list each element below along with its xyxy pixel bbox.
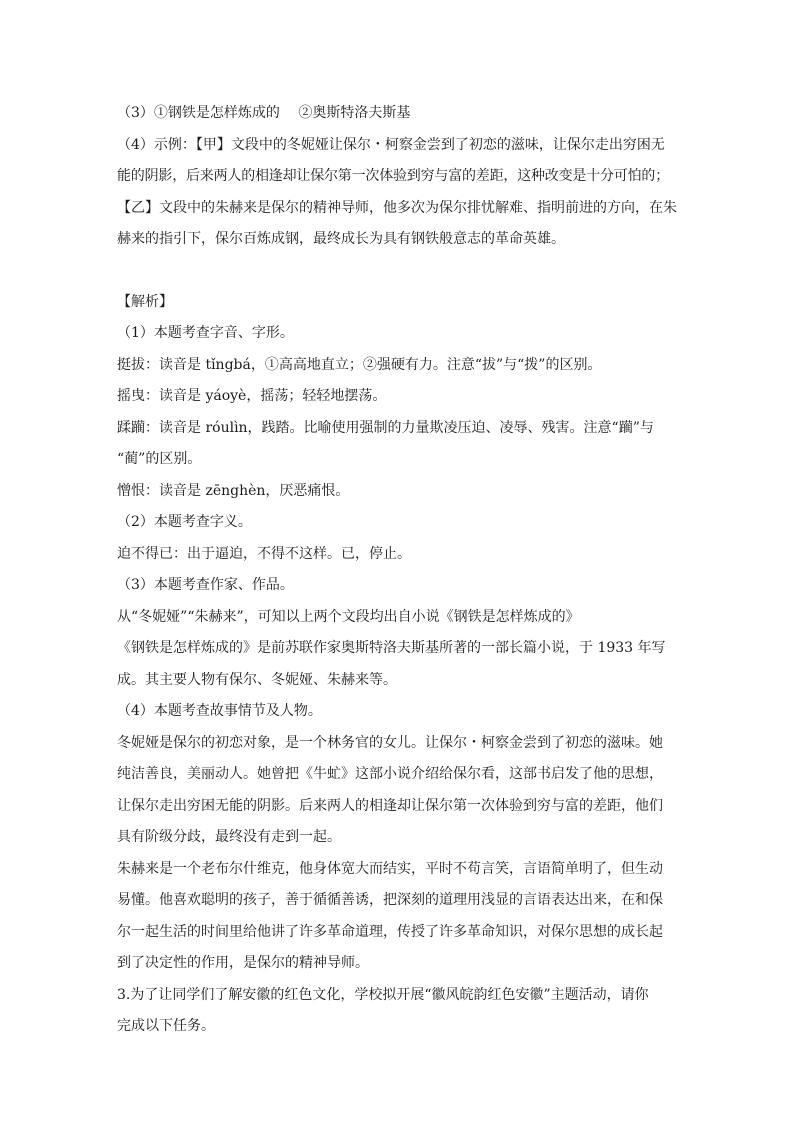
- analysis-heading: 【解析】: [117, 293, 173, 310]
- answer-4-line: （4）示例：【甲】文段中的冬妮娅让保尔・柯察金尝到了初恋的滋味，让保尔走出穷困无: [117, 136, 665, 153]
- analysis-line: 《钢铁是怎样炼成的》是前苏联作家奥斯特洛夫斯基所著的一部长篇小说，于 1933 年写: [117, 640, 666, 656]
- analysis-line: （3）本题考查作家、作品。: [117, 577, 294, 593]
- analysis-line: 憎恨：读音是 zēnghèn，厌恶痛恨。: [117, 482, 350, 499]
- document-page: [117, 98, 689, 1043]
- analysis-line: 纯洁善良，美丽动人。她曾把《牛虻》这部小说介绍给保尔看，这部书启发了他的思想，: [117, 766, 663, 782]
- analysis-line: （4）本题考查故事情节及人物。: [117, 703, 322, 719]
- analysis-line: 迫不得已：出于逼迫，不得不这样。已，停止。: [117, 545, 411, 562]
- analysis-line: 挺拔：读音是 tǐngbá，①高高地直立；②强硬有力。注意“拔”与“拨”的区别。: [117, 356, 602, 373]
- answer-4-line: 赫来的指引下，保尔百炼成钢，最终成长为具有钢铁般意志的革命英雄。: [117, 231, 565, 247]
- question-3-line: 完成以下任务。: [117, 1018, 215, 1034]
- analysis-line: 朱赫来是一个老布尔什维克，他身体宽大而结实，平时不苟言笑，言语简单明了，但生动: [117, 860, 663, 877]
- analysis-line: （1）本题考查字音、字形。: [117, 325, 294, 341]
- analysis-line: 成。其主要人物有保尔、冬妮娅、朱赫来等。: [117, 671, 397, 688]
- analysis-line: 易懂。他喜欢聪明的孩子，善于循循善诱，把深刻的道理用浅显的言语表达出来，在和保: [117, 892, 663, 908]
- answer-3: （3）①钢铁是怎样炼成的 ②奥斯特洛夫斯基: [117, 105, 411, 121]
- answer-4-line: 【乙】文段中的朱赫来是保尔的精神导师，他多次为保尔排忧解难、指明前进的方向，在朱: [117, 199, 677, 216]
- analysis-line: 具有阶级分歧，最终没有走到一起。: [117, 829, 341, 845]
- analysis-line: 冬妮娅是保尔的初恋对象，是一个林务官的女儿。让保尔・柯察金尝到了初恋的滋味。她: [117, 734, 663, 751]
- answer-4-line: 能的阴影，后来两人的相逢却让保尔第一次体验到穷与富的差距，这种改变是十分可怕的；: [117, 168, 669, 184]
- analysis-line: 尔一起生活的时间里给他讲了许多革命道理，传授了许多革命知识，对保尔思想的成长起: [117, 923, 663, 940]
- analysis-line: “蔺”的区别。: [117, 451, 202, 467]
- analysis-line: （2）本题考查字义。: [117, 514, 252, 530]
- analysis-line: 从“冬妮娅”“朱赫来”，可知以上两个文段均出自小说《钢铁是怎样炼成的》: [117, 608, 580, 625]
- analysis-line: 到了决定性的作用，是保尔的精神导师。: [117, 955, 369, 971]
- analysis-line: 蹂躏：读音是 róulìn，践踏。比喻使用强制的力量欺凌压迫、凌辱、残害。注意“躏”与: [117, 419, 654, 436]
- spacer: [117, 256, 689, 287]
- analysis-line: 让保尔走出穷困无能的阴影。后来两人的相逢却让保尔第一次体验到穷与富的差距，他们: [117, 797, 663, 814]
- analysis-line: 摇曳：读音是 yáoyè，摇荡；轻轻地摆荡。: [117, 388, 387, 404]
- question-3-line: 3.为了让同学们了解安徽的红色文化，学校拟开展“徽风皖韵红色安徽”主题活动，请你: [117, 986, 649, 1003]
